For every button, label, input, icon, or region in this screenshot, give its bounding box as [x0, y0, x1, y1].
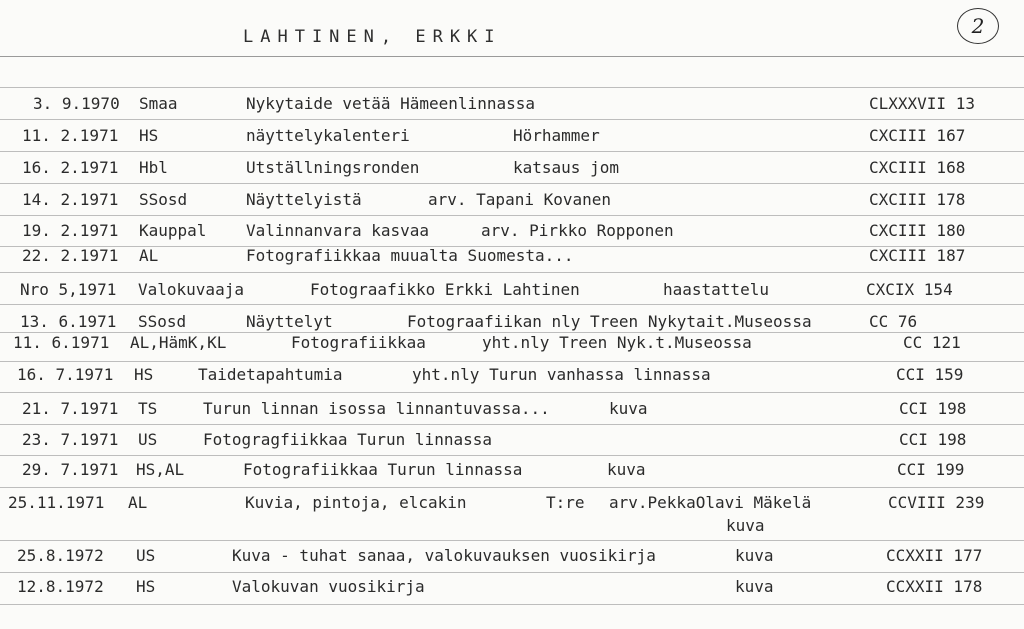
entry-ref: CCI 198 — [899, 430, 967, 449]
card-title: LAHTINEN, ERKKI — [243, 27, 502, 47]
entry-source: US — [136, 546, 156, 565]
rule-line — [0, 151, 1024, 152]
rule-line — [0, 361, 1024, 362]
entry-date: 16. 7.1971 — [17, 365, 114, 384]
entry-ref: CXCIII 180 — [869, 221, 966, 240]
entry-date: 11. 2.1971 — [22, 126, 119, 145]
entry-source: AL,HämK,KL — [130, 333, 227, 352]
entry-date: 19. 2.1971 — [22, 221, 119, 240]
rule-line — [0, 392, 1024, 393]
entry-ref: CC 76 — [869, 312, 918, 331]
entry-date: 25.11.1971 — [8, 493, 105, 512]
entry-ref: CXCIII 178 — [869, 190, 966, 209]
entry-ref: CXCIII 167 — [869, 126, 966, 145]
entry-text: Fotografiikkaa Turun linnassa — [243, 460, 523, 479]
entry-ref: CCI 159 — [896, 365, 964, 384]
entry-ref: CCI 199 — [897, 460, 965, 479]
rule-line — [0, 304, 1024, 305]
rule-line — [0, 56, 1024, 57]
entry-note: kuva — [609, 399, 648, 418]
rule-line — [0, 455, 1024, 456]
entry-note: arv. Pirkko Ropponen — [481, 221, 674, 240]
entry-ref: CC 121 — [903, 333, 961, 352]
entry-date: 25.8.1972 — [17, 546, 104, 565]
entry-ref: CCI 198 — [899, 399, 967, 418]
rule-line — [0, 215, 1024, 216]
entry-note: Hörhammer — [513, 126, 600, 145]
entry-text: Turun linnan isossa linnantuvassa... — [203, 399, 550, 418]
entry-date: 14. 2.1971 — [22, 190, 119, 209]
entry-ref: CXCIX 154 — [866, 280, 953, 299]
entry-note: yht.nly Turun vanhassa linnassa — [412, 365, 711, 384]
entry-ref: CXCIII 168 — [869, 158, 966, 177]
entry-text: Fotografiikkaa — [291, 333, 426, 352]
entry-date: 23. 7.1971 — [22, 430, 119, 449]
entry-text: Fotograafikko Erkki Lahtinen — [310, 280, 580, 299]
entry-source: HS — [134, 365, 154, 384]
rule-line — [0, 604, 1024, 605]
entry-note: kuva — [726, 516, 765, 535]
entry-source: TS — [138, 399, 158, 418]
entry-text: Taidetapahtumia — [198, 365, 343, 384]
entry-source: Kauppal — [139, 221, 207, 240]
entry-date: 16. 2.1971 — [22, 158, 119, 177]
entry-note: arv.PekkaOlavi Mäkelä — [609, 493, 812, 512]
rule-line — [0, 183, 1024, 184]
page-number-badge: 2 — [957, 8, 999, 44]
entry-date: 21. 7.1971 — [22, 399, 119, 418]
entry-text: Valinnanvara kasvaa — [246, 221, 430, 240]
entry-note: arv. Tapani Kovanen — [428, 190, 612, 209]
entry-date: 11. 6.1971 — [13, 333, 110, 352]
rule-line — [0, 87, 1024, 88]
entry-date: 29. 7.1971 — [22, 460, 119, 479]
entry-text: Utställningsronden — [246, 158, 420, 177]
rule-line — [0, 487, 1024, 488]
entry-source: HS,AL — [136, 460, 185, 479]
entry-ref: CXCIII 187 — [869, 246, 966, 265]
entry-ref: CLXXXVII 13 — [869, 94, 975, 113]
entry-source: AL — [139, 246, 159, 265]
entry-note: Fotograafiikan nly Treen Nykytait.Museossa — [407, 312, 812, 331]
entry-note: kuva — [607, 460, 646, 479]
entry-note: T:re — [546, 493, 585, 512]
entry-source: HS — [136, 577, 156, 596]
entry-source: SSosd — [138, 312, 187, 331]
entry-text: Kuvia, pintoja, elcakin — [245, 493, 467, 512]
entry-text: Näyttelyt — [246, 312, 333, 331]
rule-line — [0, 272, 1024, 273]
entry-source: Smaa — [139, 94, 178, 113]
rule-line — [0, 572, 1024, 573]
entry-source: HS — [139, 126, 159, 145]
entry-note: kuva — [735, 546, 774, 565]
rule-line — [0, 424, 1024, 425]
entry-date: 3. 9.1970 — [33, 94, 120, 113]
entry-note: kuva — [735, 577, 774, 596]
entry-text: Fotogragfiikkaa Turun linnassa — [203, 430, 492, 449]
entry-note: yht.nly Treen Nyk.t.Museossa — [482, 333, 752, 352]
rule-line — [0, 540, 1024, 541]
entry-date: 12.8.1972 — [17, 577, 104, 596]
entry-text: Nykytaide vetää Hämeenlinnassa — [246, 94, 535, 113]
entry-text: Näyttelyistä — [246, 190, 362, 209]
entry-ref: CCVIII 239 — [888, 493, 985, 512]
entry-source: Valokuvaaja — [138, 280, 244, 299]
entry-source: US — [138, 430, 158, 449]
rule-line — [0, 119, 1024, 120]
entry-source: SSosd — [139, 190, 188, 209]
entry-text: Valokuvan vuosikirja — [232, 577, 425, 596]
entry-date: 13. 6.1971 — [20, 312, 117, 331]
entry-date: 22. 2.1971 — [22, 246, 119, 265]
entry-text: näyttelykalenteri — [246, 126, 410, 145]
entry-text: Kuva - tuhat sanaa, valokuvauksen vuosikirja — [232, 546, 656, 565]
entry-ref: CCXXII 178 — [886, 577, 983, 596]
entry-note: haastattelu — [663, 280, 769, 299]
entry-ref: CCXXII 177 — [886, 546, 983, 565]
entry-text: Fotografiikkaa muualta Suomesta... — [246, 246, 574, 265]
entry-source: AL — [128, 493, 148, 512]
entry-note: katsaus jom — [513, 158, 619, 177]
entry-source: Hbl — [139, 158, 168, 177]
entry-date: Nro 5,1971 — [20, 280, 117, 299]
